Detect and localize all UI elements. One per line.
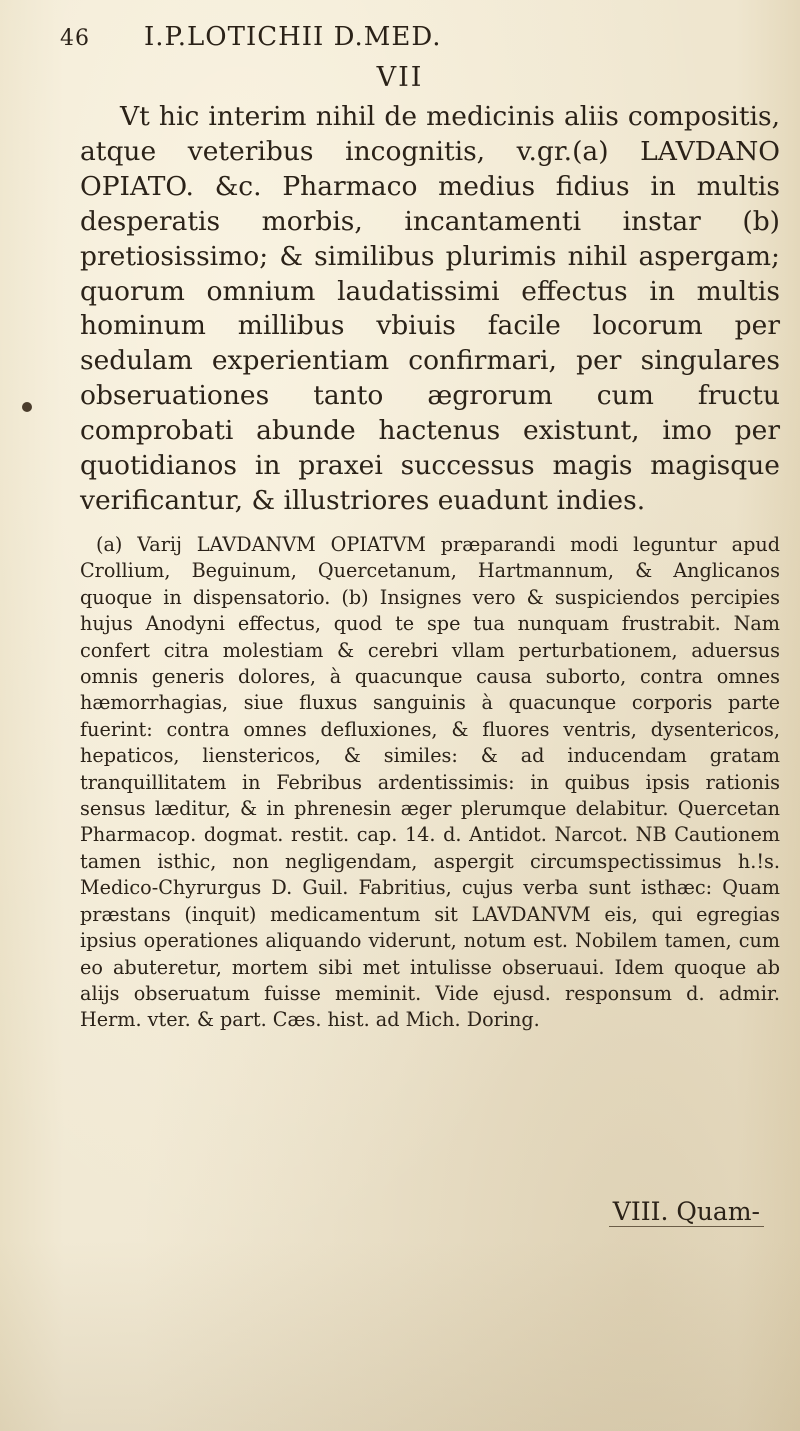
margin-ink-mark (22, 402, 32, 412)
footnote: (a) Varij LAVDANVM OPIATVM præparandi modi leguntur apud Crollium, Beguinum, Quercetanum, Hartmannum, & Anglicanos quoque in dispensatorio. (b) Insignes vero & suspiciendos percipies hujus Anodyni effectus, quod te spe tua nunquam frustrabit. Nam confert citra molestiam & cerebri vllam perturbationem, aduersus omnis generis dolores, à quacunque causa suborto, contra omnes hæmorrhagias, siue fluxus sanguinis à quacunque corporis parte fuerint: contra omnes defluxiones, & fluores ventris, dysentericos, hepaticos, lienstericos, & similes: & ad inducendam gratam tranquillitatem in Febribus ardentissimis: in quibus ipsis rationis sensus læditur, & in phrenesin æger plerumque delabitur. Quercetan Pharmacop. dogmat. restit. cap. 14. d. Antidot. Narcot. NB Cautionem tamen isthic, non negligendam, aspergit circumspectissimus h.!s. Medico-Chyrurgus D. Guil. Fabritius, cujus verba sunt isthæc: Quam præstans (inquit) medicamentum sit LAVDANVM eis, qui egregias ipsius operationes aliquando viderunt, notum est. Nobilem tamen, cum eo abuteretur, mortem sibi met intulisse obseruaui. Idem quoque ab alijs obseruatum fuisse meminit. Vide ejusd. responsum d. admir. Herm. vter. & part. Cæs. hist. ad Mich. Doring. (80, 533, 780, 1032)
main-paragraph: Vt hic interim nihil de medicinis aliis compositis, atque veteribus incognitis, v.gr.(a) LAVDANO OPIATO. &c. Pharmaco medius fidius in multis desperatis morbis, incantamenti instar (b) pretiosissimo; & similibus plurimis nihil aspergam; quorum omnium laudatissimi effectus in multis hominum millibus vbiuis facile locorum per sedulam experientiam confirmari, per singulares obseruationes tanto ægrorum cum fructu comprobati abunde hactenus existunt, imo per quotidianos in praxei successus magis magisque verificantur, & illustriores euadunt indies. (80, 101, 780, 516)
running-head: I.P.LOTICHII D.MED. (144, 22, 442, 52)
section-number: VII (376, 62, 424, 93)
catchword: VIII. Quam- (609, 1197, 764, 1227)
blank-bottom-margin (0, 1240, 800, 1431)
footnotes-block (80, 532, 780, 1034)
main-text-block (80, 100, 780, 519)
page-number: 46 (60, 26, 90, 51)
page-header (60, 22, 760, 66)
